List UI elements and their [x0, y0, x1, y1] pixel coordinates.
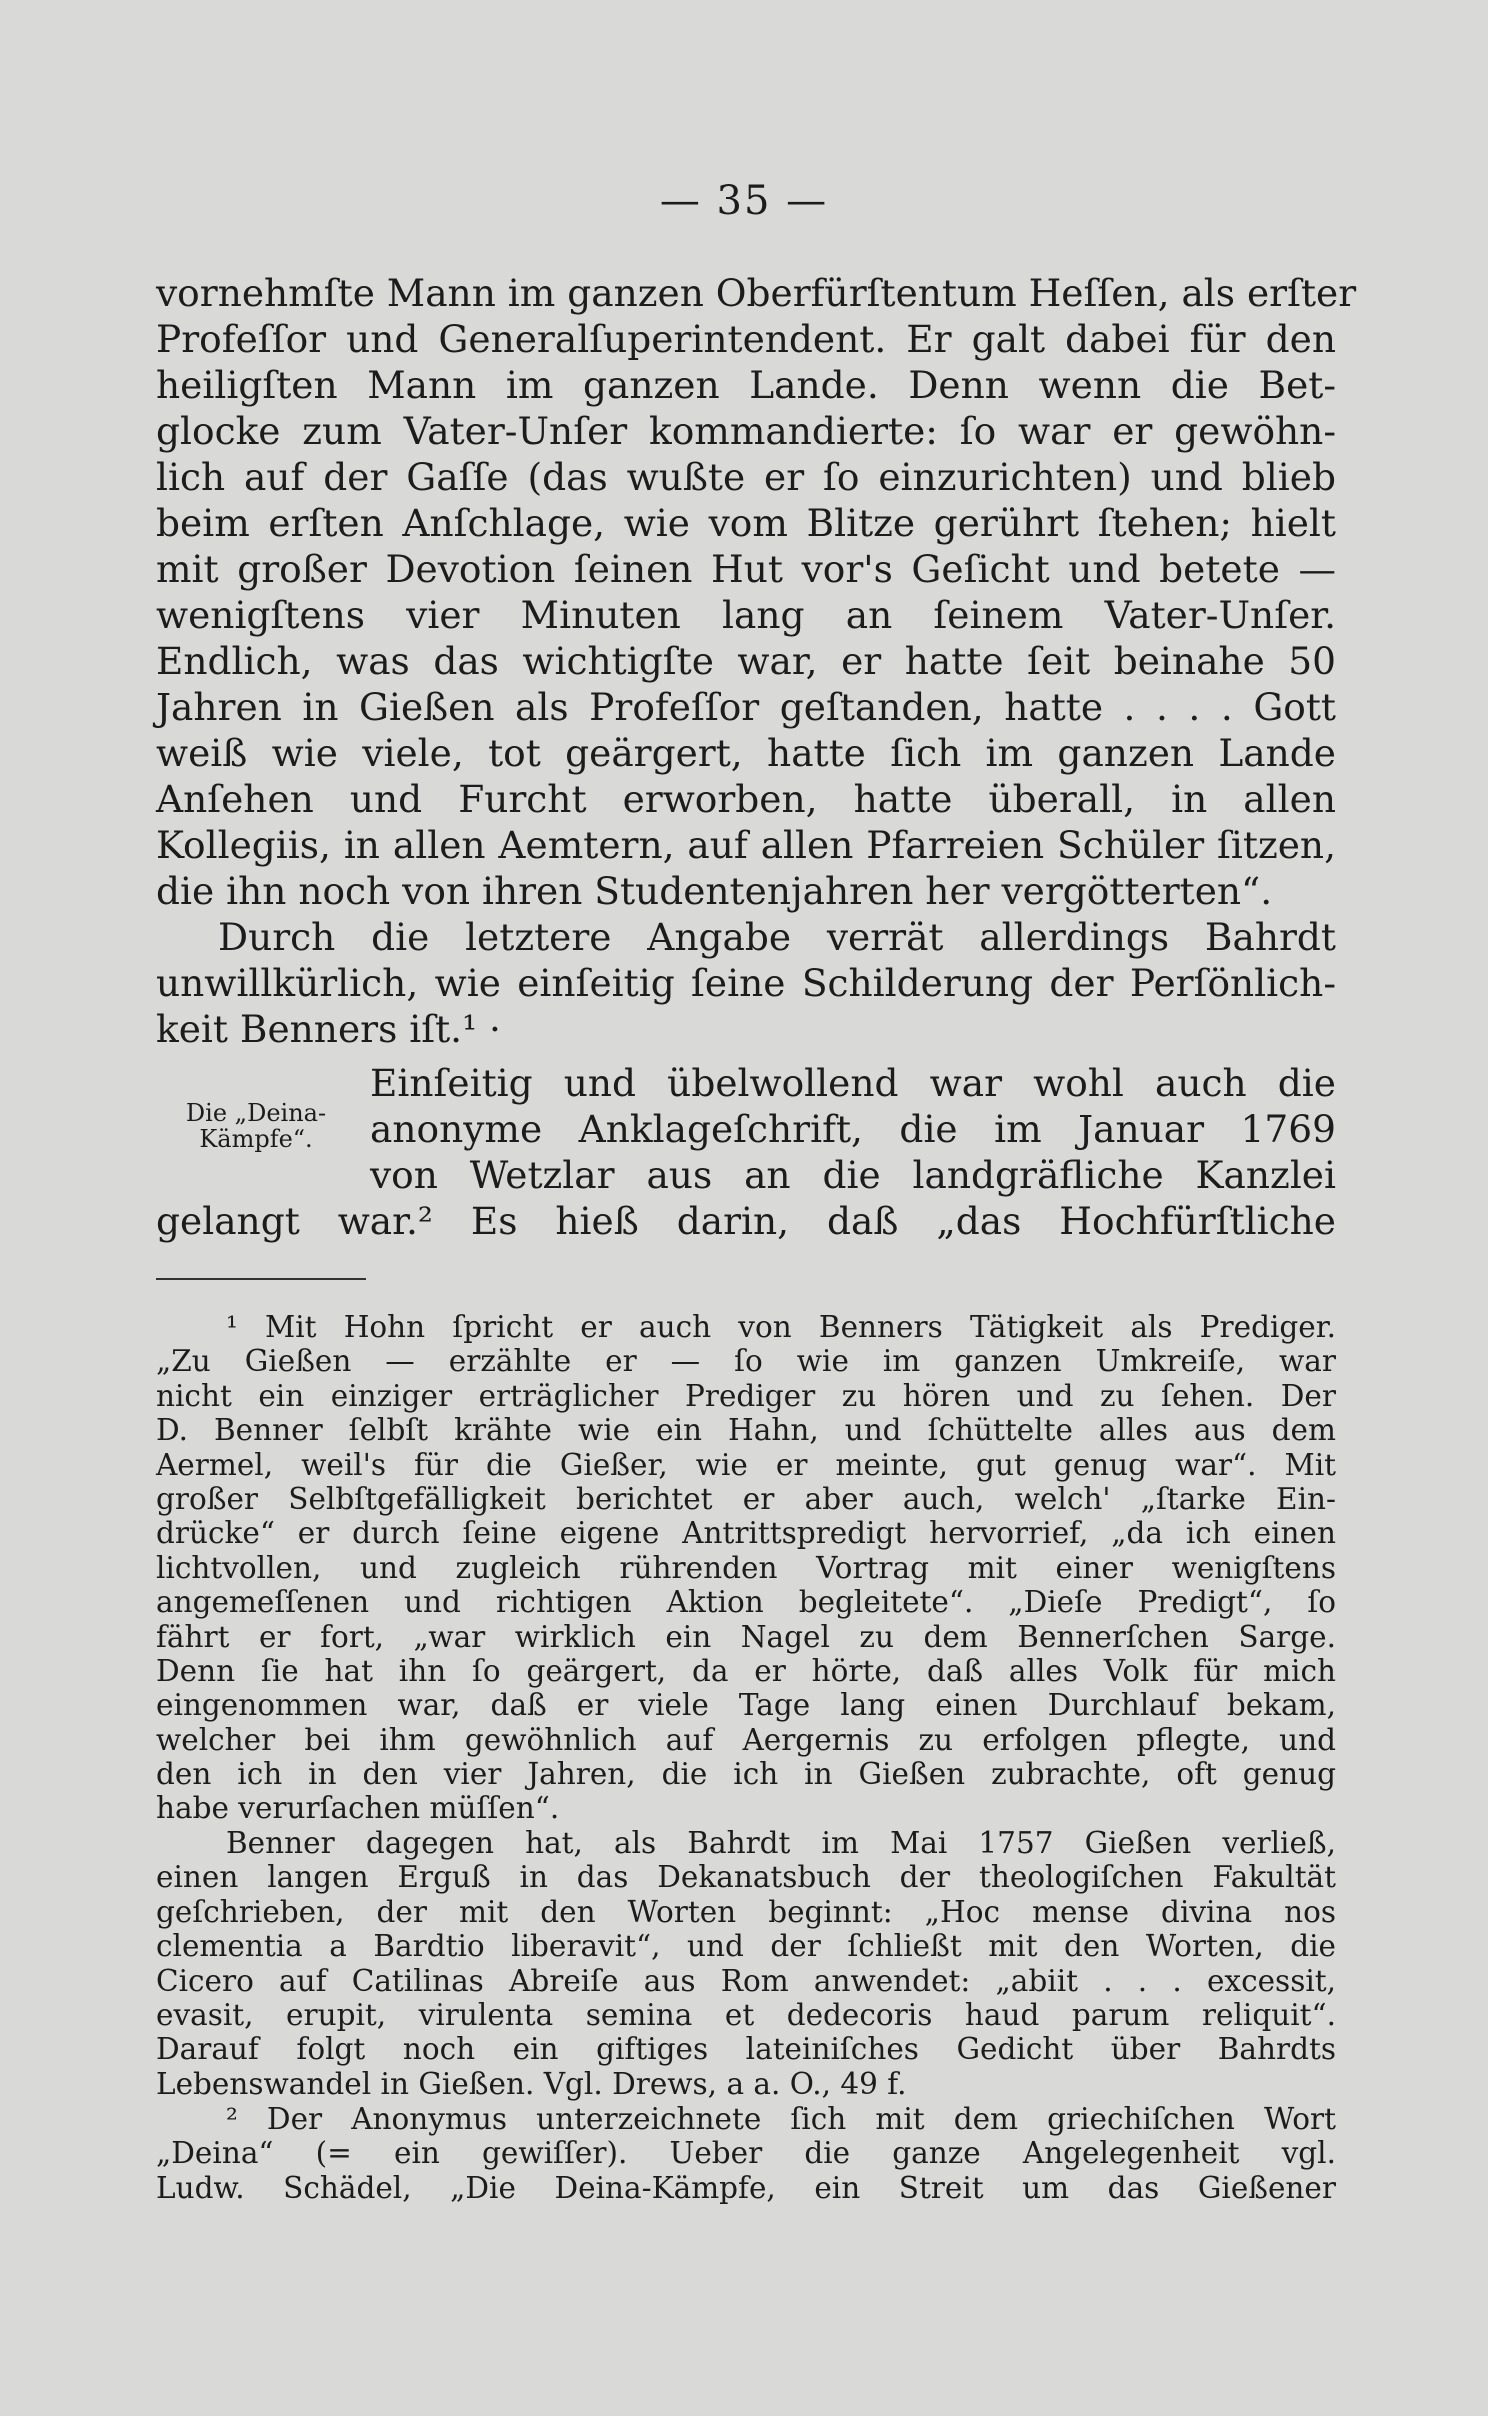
text-line: „Deina“ (= ein gewiſſer). Ueber die ganze Angelegenheit vgl. [156, 2136, 1336, 2171]
text-line: mit großer Devotion ſeinen Hut vor's Geſicht und betete — [156, 547, 1336, 591]
text-line: ¹ Mit Hohn ſpricht er auch von Benners Tätigkeit als Prediger. [226, 1310, 1336, 1344]
margin-note-line: Kämpfe“. [199, 1125, 313, 1153]
text-line: heiligſten Mann im ganzen Lande. Denn wenn die Bet- [156, 363, 1336, 407]
text-line: clementia a Bardtio liberavit“, und der ſchließt mit den Worten, die [156, 1929, 1336, 1964]
margin-note-line: Die „Deina- [185, 1099, 327, 1127]
text-line: nicht ein einziger erträglicher Prediger zu hören und zu ſehen. Der [156, 1378, 1336, 1413]
text-line: angemeſſenen und richtigen Aktion begleitete“. „Dieſe Predigt“, ſo [156, 1585, 1336, 1620]
text-line: eingenommen war, daß er viele Tage lang einen Durchlauf bekam, [156, 1688, 1336, 1723]
text-line: beim erſten Anſchlage, wie vom Blitze gerührt ſtehen; hielt [156, 501, 1336, 545]
footnote-1 [156, 1310, 1336, 1826]
text-line: welcher bei ihm gewöhnlich auf Aergernis zu erfolgen pflegte, und [156, 1722, 1336, 1757]
text-line: fährt er fort, „war wirklich ein Nagel zu dem Bennerſchen Sarge. [156, 1619, 1336, 1654]
text-line: habe verurſachen müſſen“. [156, 1791, 560, 1826]
margin-note [156, 1100, 356, 1152]
footnote-1-continued [156, 1826, 1336, 2101]
text-line: Aermel, weil's für die Gießer, wie er meinte, gut genug war“. Mit [156, 1447, 1336, 1482]
text-line: evasit, erupit, virulenta semina et dedecoris haud parum reliquit“. [156, 1997, 1336, 2032]
text-line: Jahren in Gießen als Profeſſor geſtanden, hatte . . . . Gott [156, 685, 1336, 729]
text-line: Einſeitig und übelwollend war wohl auch die [370, 1061, 1336, 1105]
text-line: unwillkürlich, wie einſeitig ſeine Schilderung der Perſönlich- [156, 961, 1336, 1005]
text-line: Denn ſie hat ihn ſo geärgert, da er hörte, daß alles Volk für mich [156, 1653, 1336, 1688]
body-text-paragraph-1 [156, 270, 1357, 914]
text-line: gelangt war.² Es hieß darin, daß „das Hochfürſtliche [156, 1199, 1336, 1243]
text-line: Benner dagegen hat, als Bahrdt im Mai 1757 Gießen verließ, [226, 1826, 1336, 1860]
text-line: geſchrieben, der mit den Worten beginnt: „Hoc mense divina nos [156, 1894, 1336, 1929]
text-line: lich auf der Gaſſe (das wußte er ſo einzurichten) und blieb [156, 455, 1336, 499]
body-text-paragraph-3 [370, 1060, 1336, 1198]
text-line: vornehmſte Mann im ganzen Oberfürſtentum Heſſen, als erſter [156, 271, 1357, 315]
text-line: anonyme Anklageſchrift, die im Januar 1769 [370, 1107, 1336, 1151]
text-line: wenigſtens vier Minuten lang an ſeinem Vater-Unſer. [156, 593, 1336, 637]
text-line: Durch die letztere Angabe verrät allerdings Bahrdt [218, 915, 1336, 959]
text-line: Profeſſor und Generalſuperintendent. Er galt dabei für den [156, 317, 1336, 361]
text-line: Ludw. Schädel, „Die Deina-Kämpfe, ein Streit um das Gießener [156, 2170, 1336, 2205]
body-text-paragraph-2 [156, 914, 1336, 1052]
text-line: Anſehen und Furcht erworben, hatte überall, in allen [156, 777, 1336, 821]
text-line: weiß wie viele, tot geärgert, hatte ſich im ganzen Lande [156, 731, 1336, 775]
text-line: Endlich, was das wichtigſte war, er hatte ſeit beinahe 50 [156, 639, 1336, 683]
footnote-2 [156, 2102, 1336, 2205]
text-line: D. Benner ſelbſt krähte wie ein Hahn, und ſchüttelte alles aus dem [156, 1413, 1336, 1448]
text-line: glocke zum Vater-Unſer kommandierte: ſo war er gewöhn- [156, 409, 1336, 453]
text-line: Lebenswandel in Gießen. Vgl. Drews, a a. O., 49 f. [156, 2066, 907, 2101]
text-line: ² Der Anonymus unterzeichnete ſich mit dem griechiſchen Wort [226, 2102, 1336, 2136]
text-line: großer Selbſtgefälligkeit berichtet er aber auch, welch' „ſtarke Ein- [156, 1481, 1336, 1516]
text-line: „Zu Gießen — erzählte er — ſo wie im ganzen Umkreiſe, war [156, 1344, 1336, 1379]
page-number: — 35 — [659, 178, 829, 224]
text-line: keit Benners iſt.¹ · [156, 1007, 501, 1051]
footnote-separator [156, 1278, 366, 1280]
text-line: einen langen Erguß in das Dekanatsbuch der theologiſchen Fakultät [156, 1860, 1336, 1895]
text-line: von Wetzlar aus an die landgräfliche Kanzlei [370, 1153, 1336, 1197]
body-text-paragraph-3-end [156, 1198, 1336, 1244]
text-line: Cicero auf Catilinas Abreiſe aus Rom anwendet: „abiit . . . excessit, [156, 1963, 1336, 1998]
text-line: drücke“ er durch ſeine eigene Antrittspredigt hervorrief, „da ich einen [156, 1516, 1336, 1551]
text-line: Kollegiis, in allen Aemtern, auf allen Pfarreien Schüler ſitzen, [156, 823, 1336, 867]
text-line: Darauf folgt noch ein giftiges lateiniſches Gedicht über Bahrdts [156, 2032, 1336, 2067]
text-line: die ihn noch von ihren Studentenjahren her vergötterten“. [156, 869, 1273, 913]
text-line: lichtvollen, und zugleich rührenden Vortrag mit einer wenigſtens [156, 1550, 1336, 1585]
text-line: den ich in den vier Jahren, die ich in Gießen zubrachte, oft genug [156, 1757, 1336, 1792]
